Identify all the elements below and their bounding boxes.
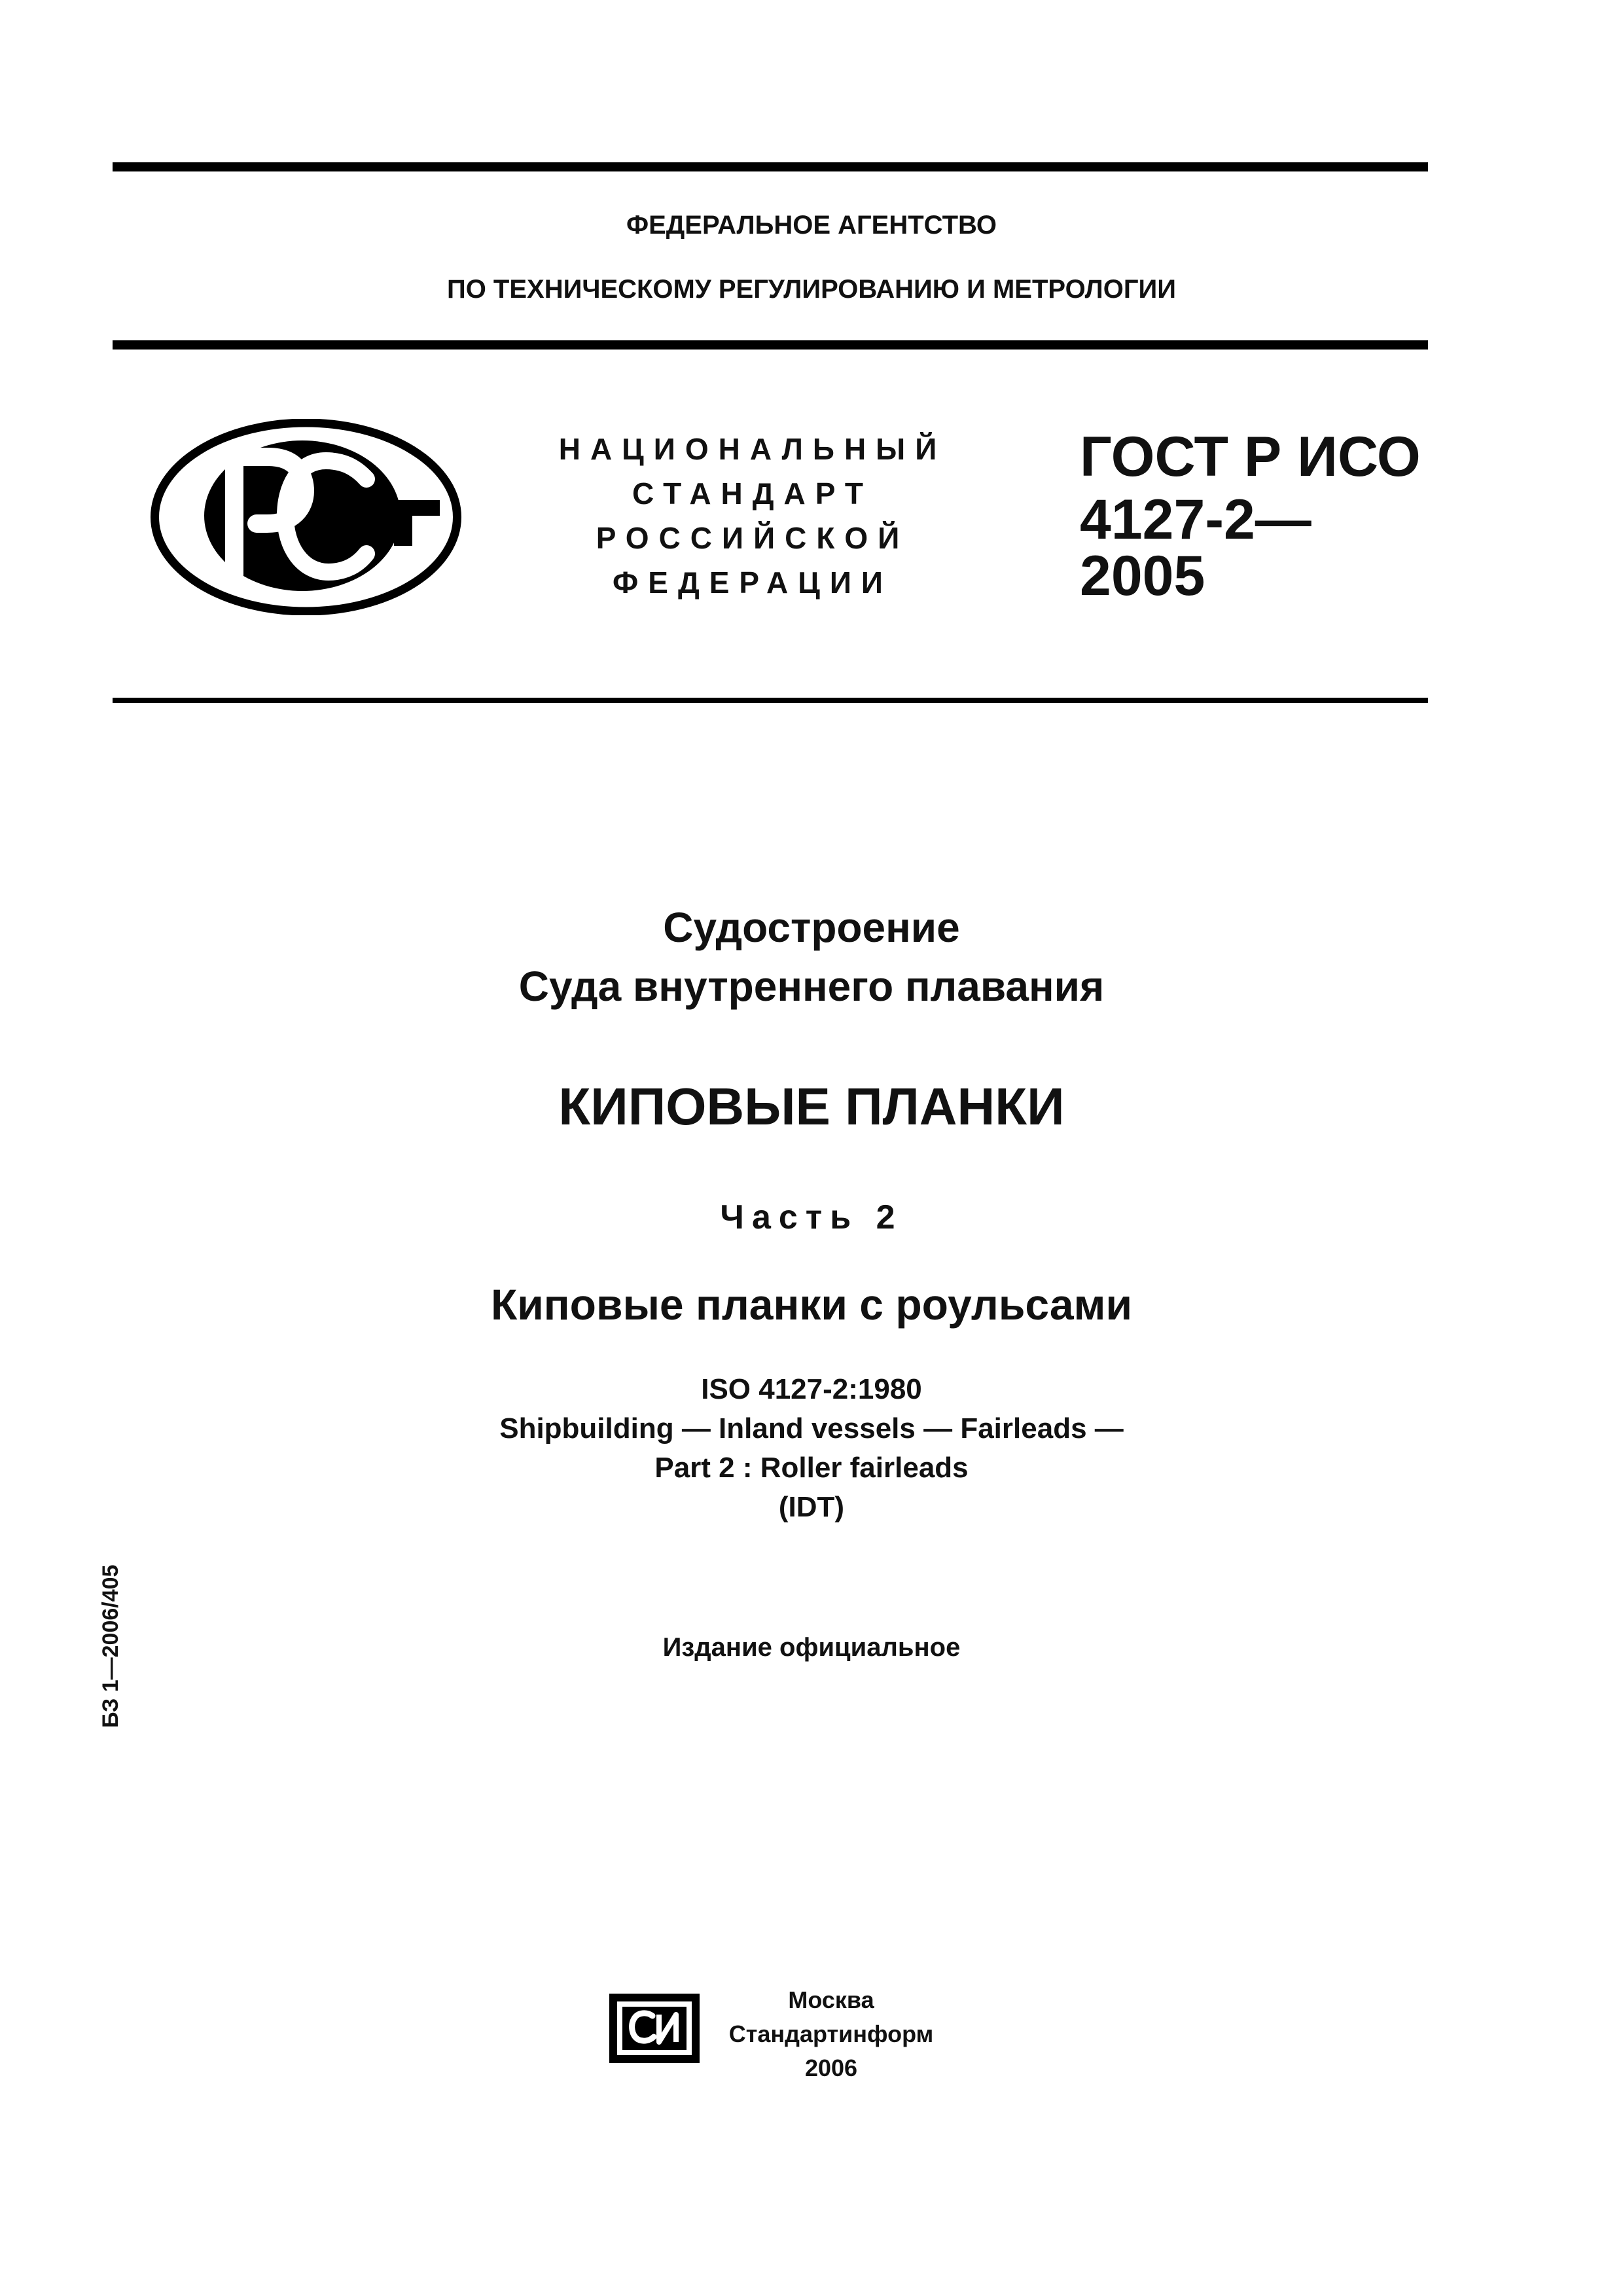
designation-line: 2005	[1080, 545, 1205, 607]
designation-line: 4127-2—	[1080, 488, 1311, 551]
part-label: Часть 2	[720, 1198, 903, 1236]
agency-line-1: ФЕДЕРАЛЬНОЕ АГЕНТСТВО	[626, 211, 997, 240]
iso-title-line: Part 2 : Roller fairleads	[654, 1452, 969, 1484]
standartinform-logo-icon	[605, 1990, 704, 2067]
iso-reference: ISO 4127-2:1980	[701, 1373, 922, 1405]
publisher-year: 2006	[804, 2054, 858, 2081]
top-rule	[113, 162, 1428, 171]
standard-type-line: ФЕДЕРАЦИИ	[613, 565, 893, 600]
agency-line-2: ПО ТЕХНИЧЕСКОМУ РЕГУЛИРОВАНИЮ И МЕТРОЛОГИИ	[446, 275, 1177, 304]
standard-type-line: РОССИЙСКОЙ	[596, 521, 910, 555]
title-line-2: Суда внутреннего плавания	[518, 963, 1105, 1010]
side-code: БЗ 1—2006/405	[98, 1564, 123, 1728]
standard-type-line: НАЦИОНАЛЬНЫЙ	[558, 432, 947, 466]
iso-equivalence: (IDT)	[778, 1491, 845, 1523]
main-title: КИПОВЫЕ ПЛАНКИ	[558, 1077, 1065, 1136]
iso-title-line: Shipbuilding — Inland vessels — Fairleads —	[499, 1412, 1124, 1444]
subtitle: Киповые планки с роульсами	[490, 1280, 1133, 1329]
designation-line: ГОСТ Р ИСО	[1080, 425, 1421, 488]
standard-type-line: СТАНДАРТ	[632, 476, 873, 511]
edition-note: Издание официальное	[662, 1633, 961, 1662]
header-rule	[113, 340, 1428, 350]
title-line-1: Судостроение	[663, 904, 960, 951]
rst-emblem-icon	[151, 419, 461, 615]
title-rule	[113, 698, 1428, 703]
publisher-city: Москва	[788, 1986, 874, 2013]
publisher-name: Стандартинформ	[728, 2020, 934, 2047]
